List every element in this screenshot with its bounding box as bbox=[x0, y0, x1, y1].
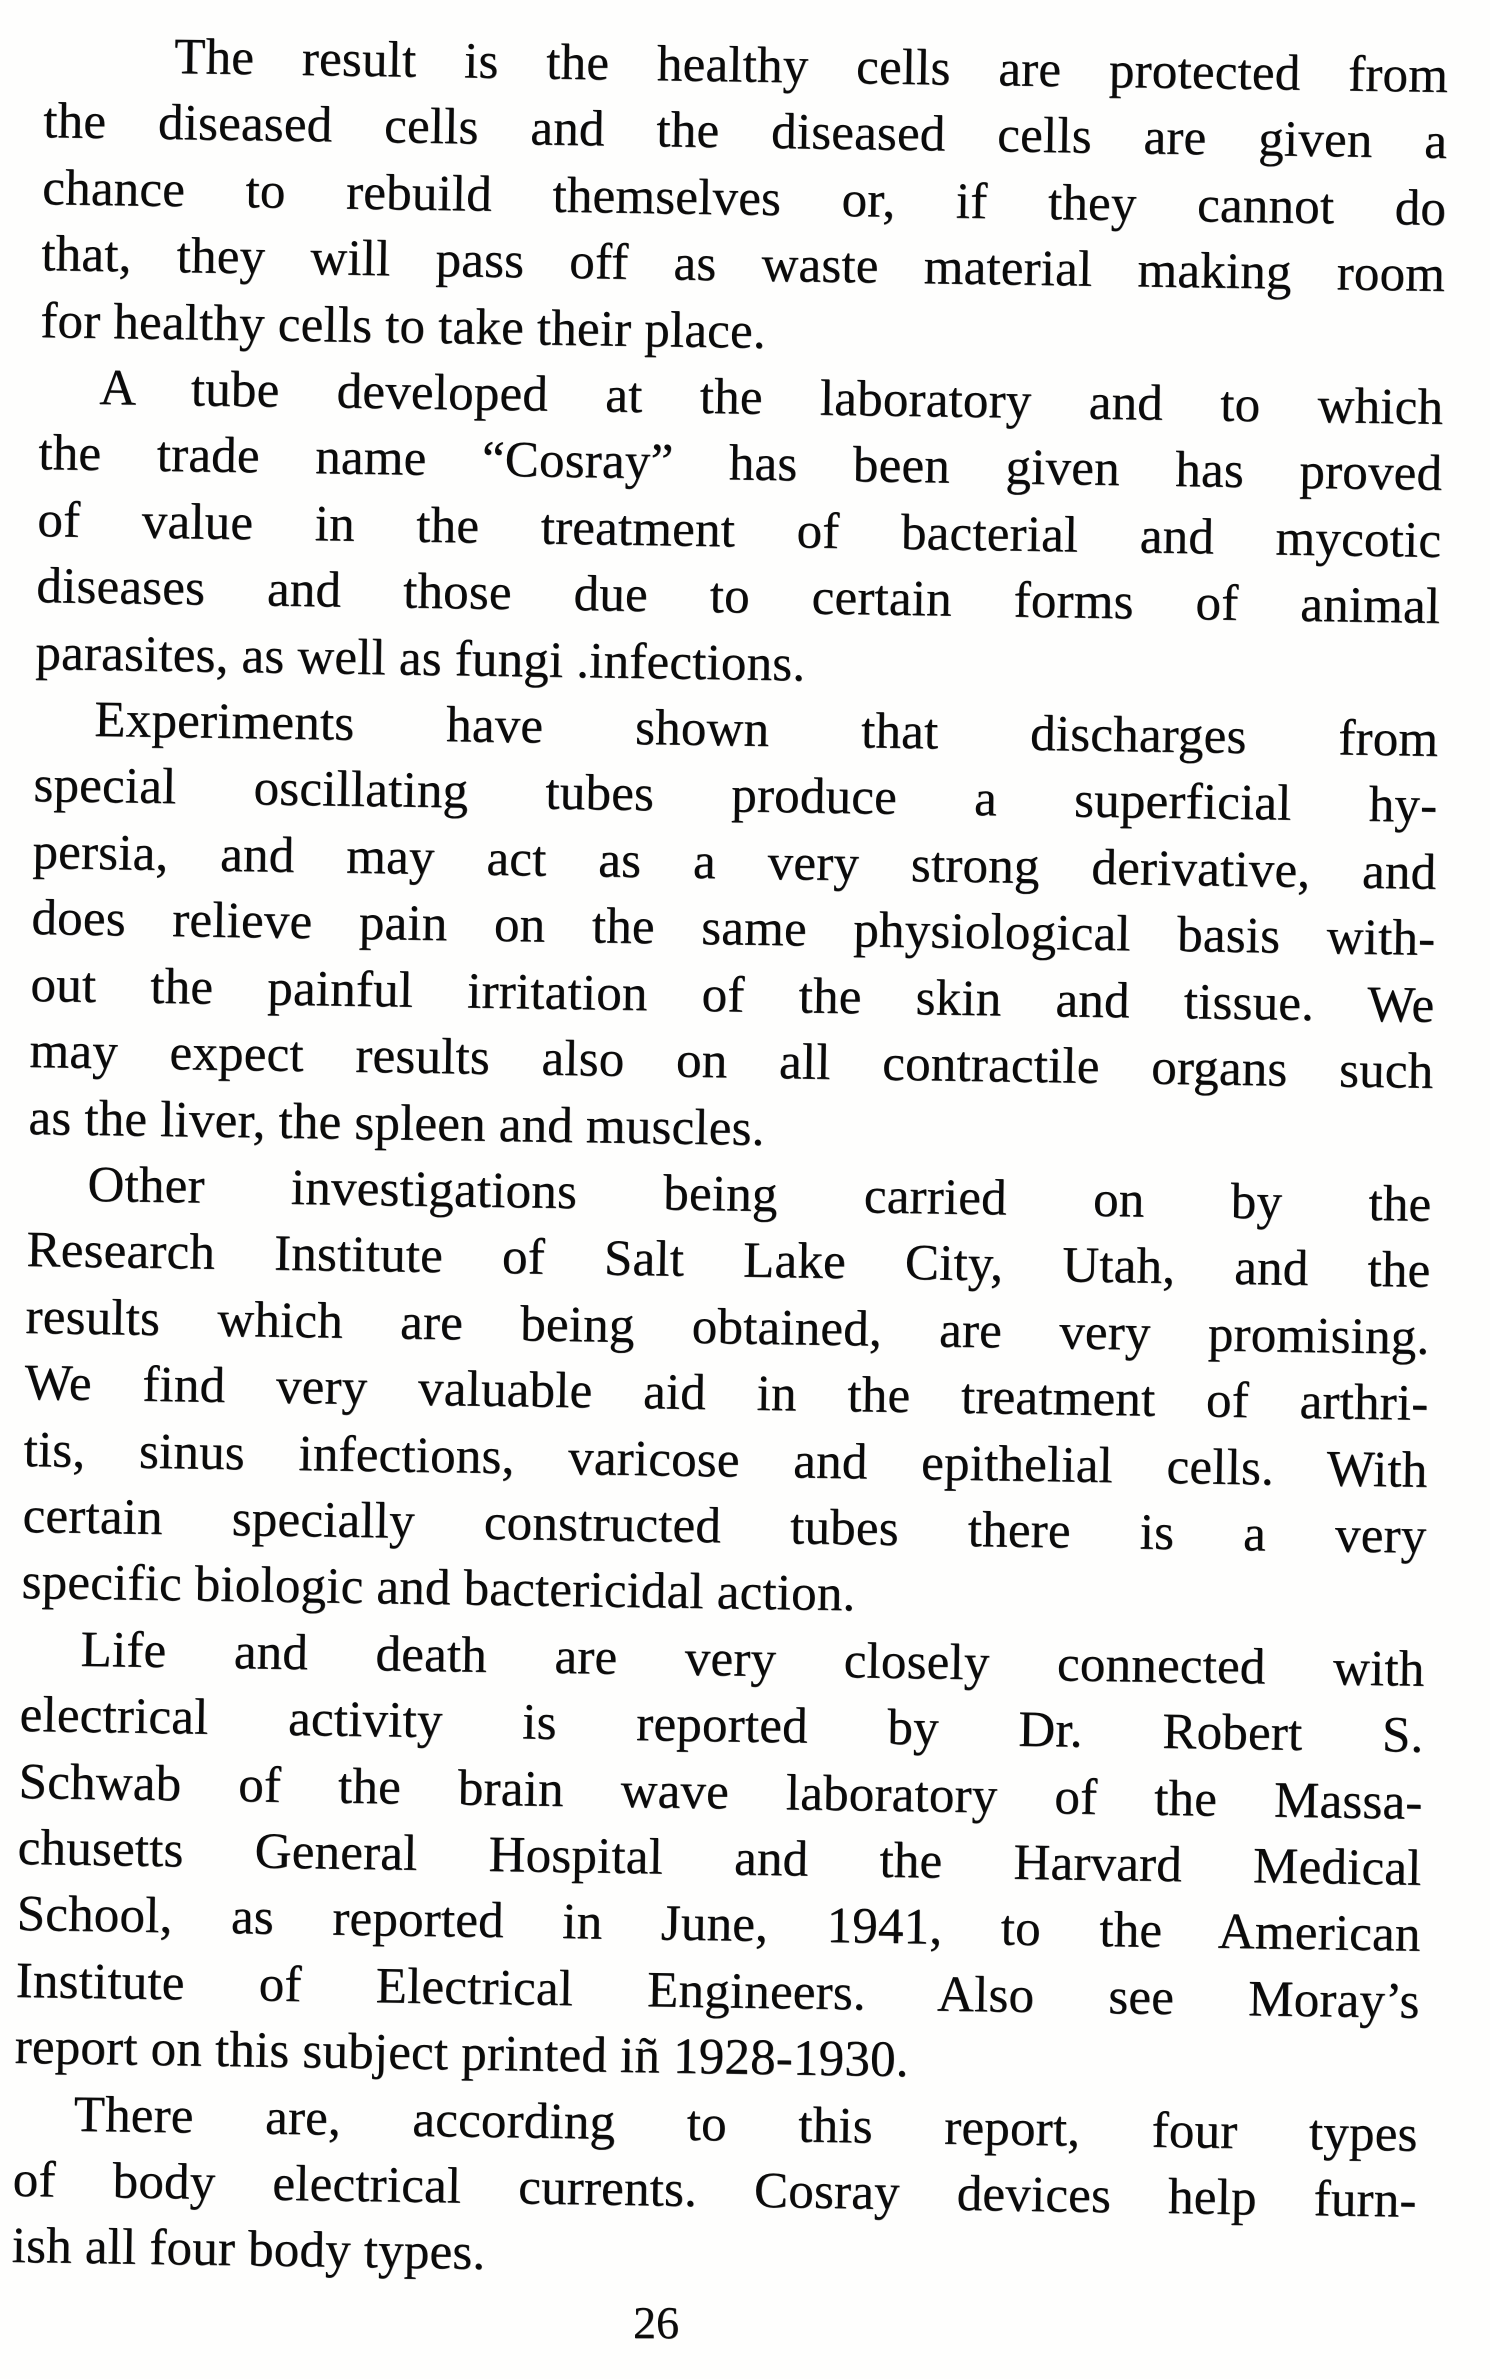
text-line: Schwab of the brain wave laboratory of the Massa- bbox=[18, 1753, 1423, 1831]
text-line: Life and death are very closely connected with bbox=[80, 1621, 1425, 1698]
text-line: Research Institute of Salt Lake City, Utah, and the bbox=[26, 1222, 1431, 1300]
text-line: for healthy cells to take their place. bbox=[39, 292, 767, 360]
text-line: ish all four body types. bbox=[11, 2218, 486, 2282]
text-line: School, as reported in June, 1941, to the American bbox=[16, 1886, 1421, 1964]
text-line: electrical activity is reported by Dr. Robert S. bbox=[19, 1687, 1424, 1764]
text-line: A tube developed at the laboratory and to which bbox=[98, 360, 1444, 436]
text-line: persia, and may act as a very strong derivative, and bbox=[32, 823, 1437, 901]
text-line: Institute of Electrical Engineers. Also see Moray’s bbox=[15, 1952, 1420, 2030]
paragraph bbox=[21, 1151, 1432, 1637]
text-line: parasites, as well as fungi .infections. bbox=[34, 624, 806, 693]
text-line: tis, sinus infections, varicose and epithelial cells. With bbox=[23, 1421, 1428, 1499]
text-line: of body electrical currents. Cosray devices help furn- bbox=[12, 2151, 1417, 2229]
text-line: of value in the treatment of bacterial and mycotic bbox=[36, 491, 1442, 569]
text-block bbox=[11, 22, 1448, 2300]
text-line: The result is the healthy cells are protected from bbox=[173, 29, 1449, 104]
text-line: chusetts General Hospital and the Harvard Medical bbox=[17, 1819, 1422, 1897]
text-line: Other investigations being carried on by the bbox=[87, 1156, 1432, 1233]
text-line: that, they will pass off as waste material making room bbox=[40, 226, 1446, 304]
text-line: certain specially constructed tubes there is a very bbox=[22, 1487, 1427, 1565]
text-line: special oscillating tubes produce a superficial hy- bbox=[33, 757, 1438, 835]
text-line: results which are being obtained, are very promising. bbox=[25, 1288, 1430, 1366]
text-line: report on this subject printed iñ 1928-1930. bbox=[14, 2019, 910, 2089]
paragraph bbox=[14, 1616, 1425, 2102]
text-line: as the liver, the spleen and muscles. bbox=[28, 1089, 765, 1157]
text-line: the trade name “Cosray” has been given has proved bbox=[37, 425, 1443, 503]
text-line: We find very valuable aid in the treatment of arthri- bbox=[24, 1355, 1429, 1432]
text-line: Experiments have shown that discharges from bbox=[93, 692, 1439, 768]
paragraph bbox=[40, 22, 1449, 375]
paragraph bbox=[11, 2080, 1418, 2300]
page-number: 26 bbox=[633, 2297, 679, 2348]
text-line: the diseased cells and the diseased cells are given a bbox=[42, 93, 1448, 171]
text-line: chance to rebuild themselves or, if they cannot do bbox=[41, 159, 1447, 237]
paragraph bbox=[35, 354, 1444, 707]
text-line: specific biologic and bactericidal action. bbox=[21, 1554, 856, 1623]
text-line: does relieve pain on the same physiological basis with- bbox=[31, 890, 1436, 968]
text-line: out the painful irritation of the skin and tissue. We bbox=[30, 956, 1435, 1034]
text-line: diseases and those due to certain forms of animal bbox=[35, 558, 1441, 636]
paragraph bbox=[28, 686, 1439, 1172]
text-line: may expect results also on all contractile organs such bbox=[29, 1023, 1434, 1100]
text-line: There are, according to this report, four types bbox=[73, 2086, 1418, 2163]
